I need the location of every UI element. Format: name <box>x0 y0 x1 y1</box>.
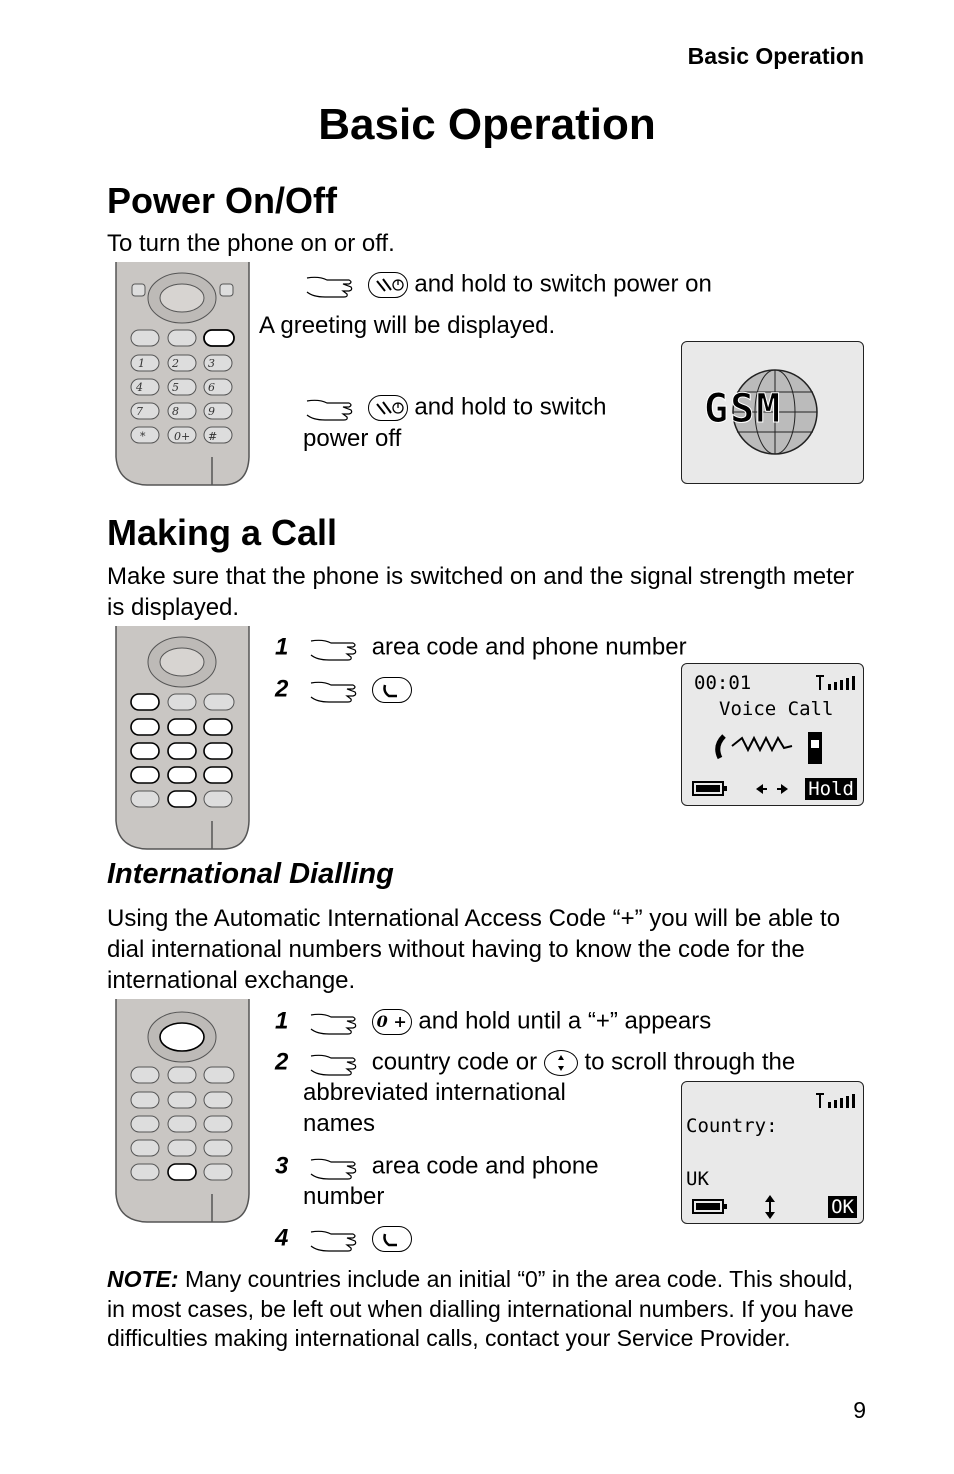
gsm-logo: GSM <box>704 386 783 432</box>
step-number: 2 <box>275 675 289 703</box>
press-hand-icon <box>309 1152 365 1182</box>
svg-text:8: 8 <box>172 405 179 418</box>
svg-text:4: 4 <box>136 381 143 394</box>
page-title: Basic Operation <box>318 100 656 149</box>
call-step-1 <box>275 633 687 663</box>
press-hand-icon <box>309 1007 365 1037</box>
svg-text:5: 5 <box>172 381 179 394</box>
svg-text:0+: 0+ <box>174 430 191 443</box>
battery-icon <box>692 780 728 798</box>
power-off-text-2: power off <box>303 425 402 452</box>
power-off-text: and hold to switch <box>414 393 607 421</box>
section-heading-international: International Dialling <box>107 858 394 890</box>
press-hand-icon <box>309 1048 365 1078</box>
country-value: UK <box>686 1168 709 1190</box>
svg-text:2: 2 <box>172 357 179 370</box>
power-on-text: and hold to switch power on <box>414 270 712 298</box>
call-step-2 <box>275 675 412 705</box>
intl-step-2-text-b: to scroll through the <box>584 1048 796 1076</box>
country-label: Country: <box>686 1115 778 1137</box>
phone-keypad-illustration <box>112 999 252 1224</box>
intl-step-1 <box>275 1007 711 1037</box>
phone-keypad-illustration <box>112 262 252 487</box>
intl-step-2-text-c: abbreviated international <box>303 1079 566 1106</box>
running-header: Basic Operation <box>687 43 864 69</box>
power-off-step <box>305 393 606 423</box>
note-paragraph <box>107 1265 867 1354</box>
svg-text:3: 3 <box>208 357 215 370</box>
step-number: 4 <box>275 1224 289 1252</box>
press-hand-icon <box>305 393 361 423</box>
country-display <box>681 1081 864 1224</box>
svg-text:9: 9 <box>208 405 215 418</box>
step-number: 1 <box>275 1007 289 1035</box>
hold-softkey[interactable]: Hold <box>805 778 857 800</box>
international-intro: Using the Automatic International Access Code “+” you will be able to dial international numbers without having to know the code for the international exchange. <box>107 905 841 994</box>
call-step-1-text: area code and phone number <box>371 633 687 661</box>
svg-text:*: * <box>140 430 146 443</box>
call-in-progress-icon <box>712 726 832 768</box>
svg-text:6: 6 <box>208 381 215 394</box>
ok-softkey[interactable]: OK <box>828 1196 857 1218</box>
call-intro: Make sure that the phone is switched on and the signal strength meter is displayed. <box>107 563 855 621</box>
power-end-key-icon <box>368 395 408 421</box>
intl-step-4 <box>275 1224 412 1254</box>
intl-step-2-text-a: country code or <box>371 1048 538 1076</box>
step-number: 2 <box>275 1048 289 1076</box>
note-label: NOTE: <box>107 1266 179 1292</box>
zero-plus-key-icon: 0 + <box>372 1009 412 1035</box>
intl-step-3 <box>275 1152 599 1182</box>
note-text: Many countries include an initial “0” in the area code. This should, in most cases, be left out when dialling international numbers. If you have difficulties making international calls, contact your Service Provider. <box>107 1266 854 1351</box>
section-heading-call: Making a Call <box>107 512 338 553</box>
send-key-icon <box>372 677 412 703</box>
intl-step-3-text-a: area code and phone <box>371 1152 599 1180</box>
up-down-arrows-icon <box>762 1194 778 1220</box>
intl-step-2-text-d: names <box>303 1110 376 1137</box>
intl-step-1-text: and hold until a “+” appears <box>418 1007 712 1035</box>
power-end-key-icon <box>368 272 408 298</box>
greeting-text: A greeting will be displayed. <box>259 312 556 339</box>
power-intro: To turn the phone on or off. <box>107 230 395 257</box>
power-on-step <box>305 270 712 300</box>
call-timer: 00:01 <box>694 672 752 694</box>
svg-text:1: 1 <box>138 357 145 370</box>
step-number: 1 <box>275 633 289 661</box>
press-hand-icon <box>309 1224 365 1254</box>
signal-strength-icon <box>814 674 856 692</box>
call-status: Voice Call <box>719 698 834 720</box>
signal-strength-icon <box>814 1092 856 1110</box>
scroll-key-icon <box>544 1050 578 1076</box>
section-heading-power: Power On/Off <box>107 180 338 221</box>
press-hand-icon <box>305 270 361 300</box>
greeting-display <box>681 341 864 484</box>
svg-text:7: 7 <box>136 405 143 418</box>
page-number: 9 <box>853 1397 866 1423</box>
press-hand-icon <box>309 675 365 705</box>
intl-step-2 <box>275 1048 795 1078</box>
call-display <box>681 663 864 806</box>
svg-text:#: # <box>208 430 218 443</box>
press-hand-icon <box>309 633 365 663</box>
left-right-arrows-icon <box>754 782 790 796</box>
send-key-icon <box>372 1226 412 1252</box>
intl-step-3-text-b: number <box>303 1183 385 1210</box>
battery-icon <box>692 1198 728 1216</box>
step-number: 3 <box>275 1152 289 1180</box>
phone-keypad-illustration <box>112 626 252 851</box>
